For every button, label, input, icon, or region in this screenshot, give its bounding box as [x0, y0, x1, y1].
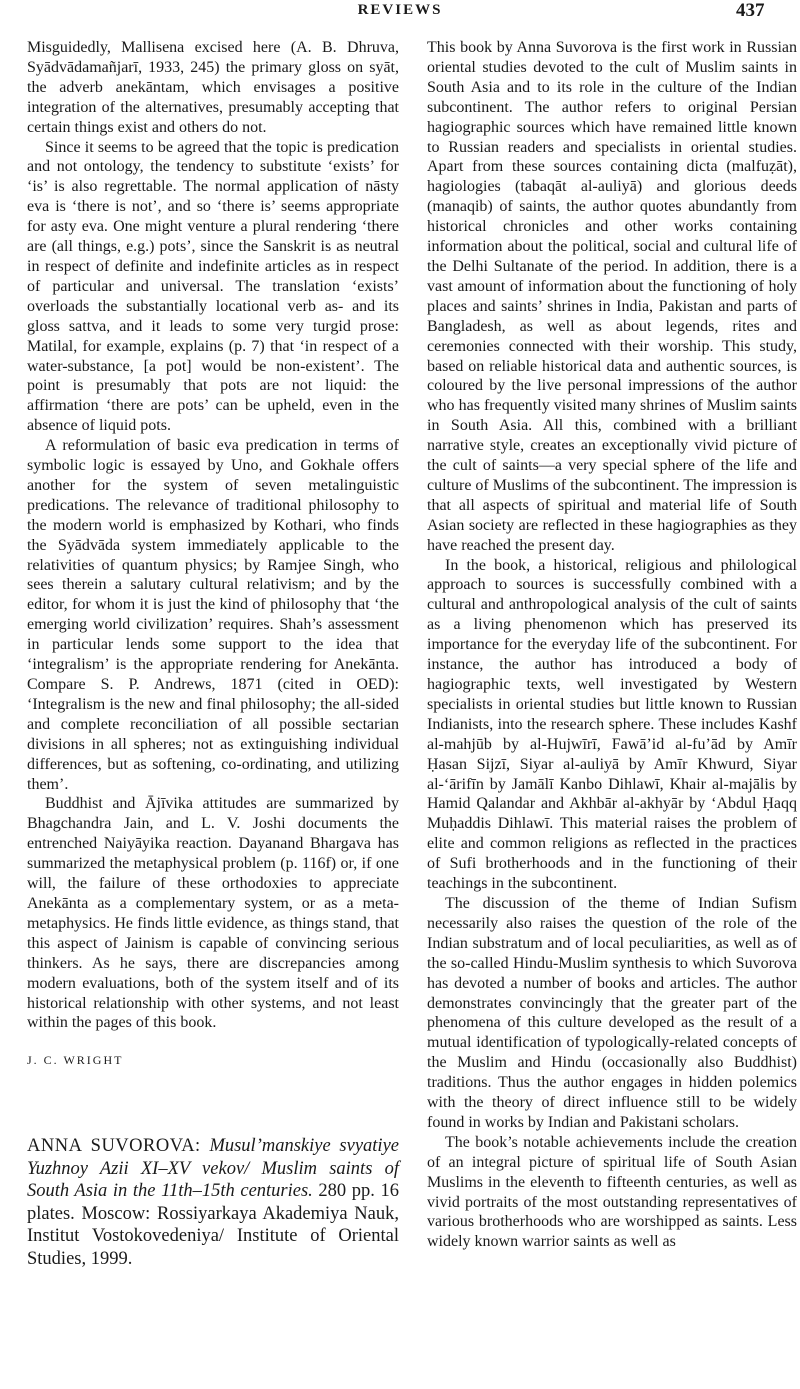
- page-header: [0, 0, 800, 30]
- paragraph: A reformulation of basic eva predication in terms of symbolic logic is essayed by Uno, and Gokhale offers another for the system of seven metalinguistic predications. The relevance of traditional philosophy to the modern world is emphasized by Kothari, who finds the Syādvāda system immediately applicable to the relativities of quantum physics; by Ramjee Singh, who sees therein a salutary cultural relativism; and by the editor, for whom it is just the kind of philosophy that ‘the emerging world civilization’ requires. Shah’s assessment in particular lends some support to the idea that ‘integralism’ is the appropriate rendering for Anekānta. Compare S. P. Andrews, 1871 (cited in OED): ‘Integralism is the new and final philosophy; the all-sided and complete reconciliation of all possible sectarian divisions in all spheres; not as extinguishing individual differences, but as softening, co-ordinating, and utilizing them’.: [27, 437, 399, 793]
- paragraph: In the book, a historical, religious and philological approach to sources is successfully combined with a cultural and anthropological analysis of the cult of saints as a living phenomenon which has preserved its importance for the everyday life of the subcontinent. For instance, the author has introduced a body of hagiographic texts, well investigated by Western specialists in oriental studies but little known to Russian Indianists, into the research sphere. These includes Kashf al-mahjūb by al-Hujwīrī, Fawā’id al-fu’ād by Amīr Ḥasan Sijzī, Siyar al-auliyā by Amīr Khwurd, Siyar al-‘ārifīn by Jamālī Kanbo Dihlawī, Khair al-majālis by Hamid Qalandar and Akhbār al-akhyār by ‘Abdul Ḥaqq Muḥaddis Dihlawī. This material raises the problem of elite and common religions as reflected in the practices of Sufi brotherhoods and in the functioning of their teachings in the subcontinent.: [427, 556, 797, 893]
- left-column: [27, 38, 399, 1270]
- paragraph: Misguidedly, Mallisena excised here (A. B. Dhruva, Syādvādamañjarī, 1933, 245) the primary gloss on syāt, the adverb anekāntam, which envisages a positive integration of the alternatives, presumably accepting that certain things exist and others do not.: [27, 39, 399, 136]
- review-heading: [27, 1135, 399, 1270]
- page-number: 437: [736, 0, 765, 21]
- paragraph: The book’s notable achievements include the creation of an integral picture of spiritual life of South Asian Muslims in the eleventh to fifteenth centuries, as well as vivid portraits of the most outstanding representatives of various brotherhoods who are worshipped as saints. Less widely known warrior saints as well as: [427, 1133, 797, 1251]
- paragraph: This book by Anna Suvorova is the first work in Russian oriental studies devoted to the cult of Muslim saints in South Asia and to its role in the culture of the Indian subcontinent. The author refers to original Persian hagiographic sources which have remained little known to Russian readers and specialists in oriental studies. Apart from these sources containing dicta (malfuẓāt), hagiologies (tabaqāt al-auliyā) and glorious deeds (manaqib) of saints, the author quotes abundantly from historical chronicles and other works containing information about the political, social and cultural life of the Delhi Sultanate of the period. In addition, there is a vast amount of information about the functioning of holy places and saints’ shrines in India, Pakistan and parts of Bangladesh, as well as about legends, rites and ceremonies connected with their worship. This study, based on reliable historical data and authentic sources, is coloured by the live personal impressions of the author who has frequently visited many shrines of Muslim saints in South Asia. All this, combined with a brilliant narrative style, creates an exceptionally vivid picture of the cult of saints—a very special sphere of the life and culture of Muslims of the subcontinent. The impression is that all aspects of spiritual and material life of South Asian society are reflected in these hagiographies as they have reached the present day.: [427, 39, 797, 554]
- paragraph: The discussion of the theme of Indian Sufism necessarily also raises the question of the role of the Indian substratum and of local peculiarities, as well as of the so-called Hindu-Muslim synthesis to which Suvorova has devoted a number of books and articles. The author demonstrates convincingly that the greater part of the phenomena of this culture developed as the result of a mutual identification of typologically-related concepts of the Muslim and Hindu (occasionally also Buddhist) traditions. Thus the author engages in hidden polemics with the theory of direct influence still to be widely found in works by Indian and Pakistani scholars.: [427, 894, 797, 1131]
- paragraph: Since it seems to be agreed that the topic is predication and not ontology, the tendency to substitute ‘exists’ for ‘is’ is also regrettable. The normal application of nāsty eva is ‘there is not’, and so ‘there is’ seems appropriate for asty eva. One might venture a plural rendering ‘there are (all things, e.g.) pots’, since the Sanskrit is as neutral in respect of definite and indefinite articles as in respect of particular and universal. The translation ‘exists’ overloads the substantially locational verb as- and its gloss sattva, and it leads to some very turgid prose: Matilal, for example, explains (p. 7) that ‘in respect of a water-substance, [a pot] would be non-existent’. The point is presumably that pots are not liquid: the affirmation ‘there are pots’ can be upheld, even in the absence of liquid pots.: [27, 138, 399, 435]
- review-title: Musul’manskiye svyatiye Yuzhnoy Azii XI–XV vekov/ Muslim saints of South Asia in the 11th–15th centuries.: [27, 1136, 399, 1202]
- running-head: REVIEWS: [357, 2, 443, 18]
- paragraph: Buddhist and Ājīvika attitudes are summarized by Bhagchandra Jain, and L. V. Joshi documents the entrenched Naiyāyika reaction. Dayanand Bhargava has summarized the metaphysical problem (p. 116f) or, if one will, the failure of these orthodoxies to appreciate Anekānta as a complementary system, or as a meta-metaphysics. He finds little evidence, as things stand, that this aspect of Jainism is capable of convincing serious thinkers. As he says, there are discrepancies among modern evaluations, both of the system itself and of its historical relationship with other systems, and not least within the pages of this book.: [27, 795, 399, 1032]
- review-details: 280 pp. 16 plates. Moscow: Rossiyarkaya Akademiya Nauk, Institut Vostokovedeniya/ Institute of Oriental Studies, 1999.: [27, 1181, 400, 1269]
- review-author: ANNA SUVOROVA:: [27, 1136, 201, 1157]
- reviewer-signature: J. C. WRIGHT: [27, 1053, 124, 1068]
- right-column: [427, 38, 797, 1252]
